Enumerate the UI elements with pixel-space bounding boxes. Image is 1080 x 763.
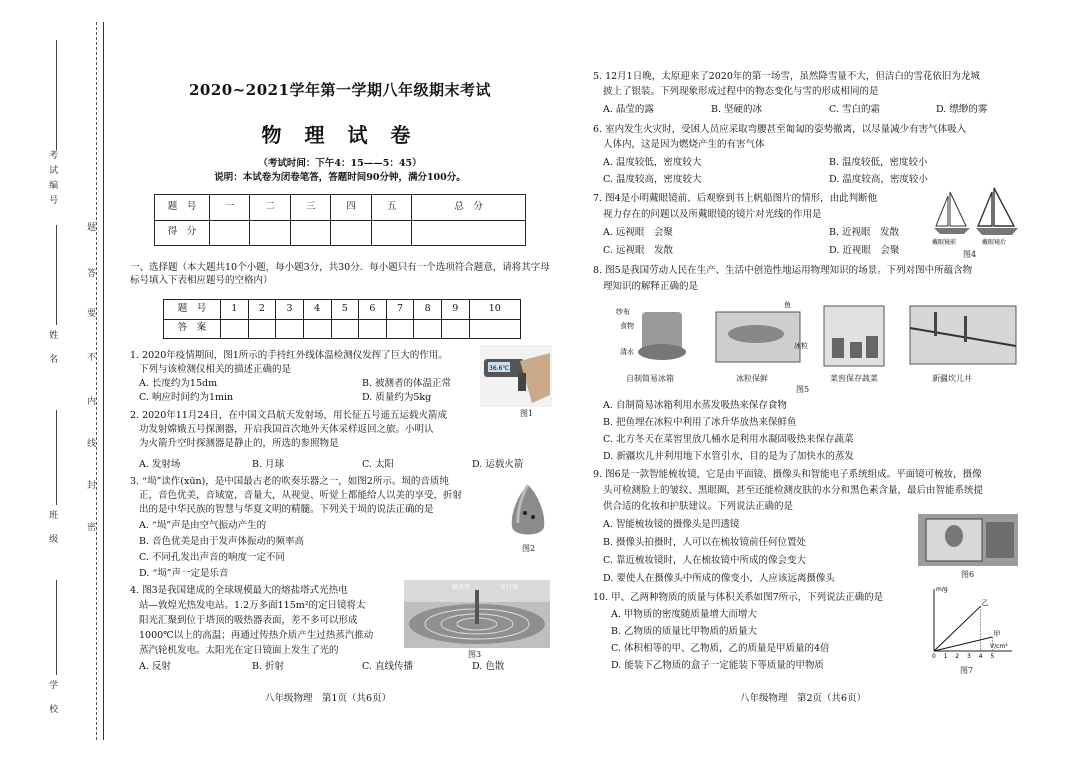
name-blank bbox=[56, 225, 57, 325]
answer-cell[interactable] bbox=[303, 319, 331, 339]
binding-solid-line bbox=[103, 22, 104, 740]
thermometer-figure bbox=[480, 345, 552, 407]
question-7-option[interactable]: A. 远视眼 会聚 bbox=[603, 227, 673, 238]
question-3-stem-line: 正，音色优美，音域宽，音量大，从视觉、听觉上都能给人以美的享受，折射 bbox=[139, 490, 463, 501]
figure-label-fish: 鱼 bbox=[784, 301, 791, 309]
exam-number-blank bbox=[56, 40, 57, 150]
question-9-stem-line: 头可检测脸上的皱纹、黑眼圈，甚至还能检测皮肤的水分和黑色素含量，最后由智能系统提 bbox=[603, 485, 984, 496]
table-cell: 二 bbox=[250, 195, 290, 221]
figure-label-water: 清水 bbox=[620, 348, 634, 356]
figure-label-mirror: 定日镜 bbox=[500, 584, 519, 591]
series-line bbox=[934, 606, 981, 651]
x-axis-label: V/cm³ bbox=[990, 643, 1008, 650]
question-2-stem-line: 功发射嫦娥五号探测器，开启我国首次地外天体采样返回之旅。小明认 bbox=[139, 424, 434, 435]
figure-label-after: 戴眼镜后 bbox=[982, 239, 1007, 246]
figure-3-label: 图3 bbox=[468, 650, 482, 659]
seal-char: 线 bbox=[85, 438, 96, 447]
school-blank bbox=[56, 580, 57, 675]
question-4-stem-line: 站—敦煌光热发电站。1.2万多面115m²的定日镜将太 bbox=[139, 600, 366, 611]
score-cell[interactable] bbox=[210, 220, 250, 246]
score-cell[interactable] bbox=[412, 220, 526, 246]
question-9-stem-line: 供合适的化妆和护肤建议。下列说法正确的是 bbox=[603, 501, 794, 512]
table-row bbox=[155, 195, 526, 221]
question-4-option[interactable]: C. 直线传播 bbox=[362, 661, 413, 672]
figure-6-label: 图6 bbox=[961, 570, 975, 579]
question-3-stem-line: 3. “埙”读作(xūn)，是中国最古老的吹奏乐器之一，如图2所示。埙的音质纯 bbox=[130, 476, 449, 487]
table-cell: 四 bbox=[331, 195, 371, 221]
question-8-option[interactable]: D. 新疆坎儿井利用地下水管引水，目的是为了加快水的蒸发 bbox=[603, 451, 854, 462]
question-7-option[interactable]: D. 近视眼 会聚 bbox=[829, 245, 900, 256]
question-8-option[interactable]: B. 把鱼埋在冰粒中利用了冰升华放热来保鲜鱼 bbox=[603, 417, 797, 428]
question-8-option[interactable]: C. 北方冬天在菜窖里放几桶水是利用水凝固吸热来保存蔬菜 bbox=[603, 434, 854, 445]
answer-cell[interactable] bbox=[221, 319, 249, 339]
table-cell: 1 bbox=[221, 300, 249, 320]
question-8-stem-line: 理知识的解释正确的是 bbox=[603, 281, 699, 292]
figure-2-label: 图2 bbox=[522, 544, 536, 553]
x-tick-label: 0 bbox=[932, 653, 936, 660]
smart-mirror-figure bbox=[918, 514, 1018, 566]
table-cell: 题 号 bbox=[155, 195, 210, 221]
question-1-stem-line: 下列与该检测仪相关的描述正确的是 bbox=[139, 364, 292, 375]
question-9-option[interactable]: A. 智能梳妆镜的摄像头是凹透镜 bbox=[603, 519, 740, 530]
answer-cell[interactable] bbox=[469, 319, 520, 339]
question-2-option[interactable]: C. 太阳 bbox=[362, 459, 394, 470]
question-4-stem-line: 蒸汽轮机发电。太阳光在定日镜面上发生了光的 bbox=[139, 645, 339, 656]
table-cell: 10 bbox=[469, 300, 520, 320]
answer-cell[interactable] bbox=[442, 319, 470, 339]
question-9-option[interactable]: C. 靠近梳妆镜时，人在梳妆镜中所成的像会变大 bbox=[603, 555, 806, 566]
figure-5-illustrations bbox=[598, 298, 1022, 374]
question-4-option[interactable]: D. 色散 bbox=[472, 661, 505, 672]
x-tick-label: 2 bbox=[955, 653, 960, 660]
question-1-option[interactable]: D. 质量约为5kg bbox=[362, 392, 432, 403]
x-tick-label: 5 bbox=[990, 653, 995, 660]
answer-table bbox=[163, 299, 521, 339]
question-6-stem-line: 6. 室内发生火灾时，受困人员应采取弯腰甚至匍匐的姿势撤离，以尽量减少有害气体吸入 bbox=[593, 124, 967, 135]
answer-cell[interactable] bbox=[414, 319, 442, 339]
question-7-stem-line: 7. 图4是小明戴眼镜前、后观察到书上帆船图片的情形，由此判断他 bbox=[593, 193, 878, 204]
exam-title: 2020~2021学年第一学期八年级期末考试 bbox=[188, 81, 492, 99]
x-tick-label: 4 bbox=[978, 653, 983, 660]
question-10-stem-line: 10. 甲、乙两种物质的质量与体积关系如图7所示，下列说法正确的是 bbox=[593, 592, 884, 603]
figure-label-gauze: 纱布 bbox=[616, 308, 630, 316]
table-cell: 三 bbox=[290, 195, 330, 221]
figure-1-label: 图1 bbox=[520, 409, 534, 418]
figure-5-caption-1: 自制简易冰箱 bbox=[626, 374, 674, 383]
question-5-option[interactable]: A. 晶莹的露 bbox=[603, 104, 654, 115]
question-4-stem-line: 阳光汇聚到位于塔顶的吸热器表面，差不多可以形成 bbox=[139, 615, 358, 626]
question-7-option[interactable]: C. 远视眼 发散 bbox=[603, 245, 673, 256]
figure-label-tower: 吸热塔 bbox=[452, 584, 471, 591]
seal-char: 要 bbox=[85, 308, 96, 317]
series-line bbox=[934, 637, 992, 651]
sailboat-figure bbox=[930, 186, 1020, 246]
score-cell[interactable] bbox=[371, 220, 411, 246]
question-6-stem-line: 人体内，这是因为燃烧产生的有害气体 bbox=[603, 139, 765, 150]
question-10-option[interactable]: D. 能装下乙物质的盒子一定能装下等质量的甲物质 bbox=[611, 660, 824, 671]
question-8-option[interactable]: A. 自制简易冰箱利用水蒸发吸热来保存食物 bbox=[603, 400, 787, 411]
figure-7-label: 图7 bbox=[960, 666, 974, 675]
figure-4-label: 图4 bbox=[963, 250, 977, 259]
table-cell: 9 bbox=[442, 300, 470, 320]
figure-label-before: 戴眼镜前 bbox=[932, 239, 957, 246]
figure-label-ice: 冰粒 bbox=[794, 342, 808, 350]
table-cell: 得 分 bbox=[155, 220, 210, 246]
table-row bbox=[164, 319, 521, 339]
question-4-option[interactable]: B. 折射 bbox=[252, 661, 285, 672]
exam-number-label: 考试编号 bbox=[47, 150, 58, 210]
seal-char: 密 bbox=[85, 522, 96, 531]
y-axis-label: m/g bbox=[936, 586, 948, 593]
question-5-option[interactable]: D. 缥缈的雾 bbox=[936, 104, 988, 115]
thermometer-display: 36.6℃ bbox=[489, 365, 510, 372]
table-cell: 6 bbox=[359, 300, 387, 320]
paper-title: 物 理 试 卷 bbox=[261, 123, 419, 147]
question-3-option[interactable]: A. “埙”声是由空气振动产生的 bbox=[139, 520, 267, 531]
question-9-stem-line: 9. 图6是一款智能梳妆镜，它是由平面镜、摄像头和智能电子系统组成。平面镜可梳妆，摄像 bbox=[593, 469, 982, 480]
question-6-option[interactable]: B. 温度较低，密度较小 bbox=[829, 157, 928, 168]
solar-plant-figure bbox=[404, 580, 550, 648]
question-1-option[interactable]: B. 被测者的体温正常 bbox=[362, 378, 452, 389]
answer-cell[interactable] bbox=[386, 319, 414, 339]
question-1-option[interactable]: C. 响应时间约为1min bbox=[139, 392, 234, 403]
binding-dashed-line bbox=[96, 22, 98, 740]
table-cell: 一 bbox=[210, 195, 250, 221]
figure-label-food: 食物 bbox=[620, 322, 634, 330]
question-3-option[interactable]: C. 不同孔发出声音的响度一定不同 bbox=[139, 552, 285, 563]
figure-5-caption-4: 新疆坎儿井 bbox=[932, 374, 972, 383]
question-2-option[interactable]: B. 月球 bbox=[252, 459, 285, 470]
question-1-stem-line: 1. 2020年疫情期间，图1所示的手持红外线体温检测仪发挥了巨大的作用。 bbox=[130, 350, 448, 361]
answer-cell[interactable] bbox=[248, 319, 276, 339]
question-4-option[interactable]: A. 反射 bbox=[139, 661, 171, 672]
question-10-option[interactable]: A. 甲物质的密度随质量增大而增大 bbox=[611, 609, 757, 620]
question-2-stem-line: 为火箭升空时探测器是静止的，所选的参照物是 bbox=[139, 438, 339, 449]
question-6-option[interactable]: C. 温度较高，密度较大 bbox=[603, 174, 702, 185]
question-2-option[interactable]: D. 运载火箭 bbox=[472, 459, 524, 470]
question-6-option[interactable]: A. 温度较低，密度较大 bbox=[603, 157, 702, 168]
question-5-option[interactable]: C. 雪白的霜 bbox=[829, 104, 880, 115]
table-cell: 五 bbox=[371, 195, 411, 221]
table-cell: 7 bbox=[386, 300, 414, 320]
question-4-stem-line: 4. 图3是我国建成的全球规模最大的熔盐塔式光热电 bbox=[130, 585, 348, 596]
question-2-option[interactable]: A. 发射场 bbox=[139, 459, 181, 470]
seal-char: 内 bbox=[85, 396, 96, 405]
table-cell: 4 bbox=[303, 300, 331, 320]
school-label: 学 校 bbox=[47, 680, 58, 719]
answer-cell[interactable] bbox=[359, 319, 387, 339]
exam-time: （考试时间：下午4：15——5：45） bbox=[258, 158, 422, 169]
series-label: 甲 bbox=[993, 630, 1001, 638]
table-cell: 8 bbox=[414, 300, 442, 320]
table-cell: 5 bbox=[331, 300, 359, 320]
question-3-option[interactable]: D. “埙”声一定是乐音 bbox=[139, 568, 229, 579]
figure-5-label: 图5 bbox=[796, 385, 810, 394]
question-4-stem-line: 1000℃以上的高温；再通过传热介质产生过热蒸汽推动 bbox=[139, 630, 374, 641]
seal-char: 答 bbox=[85, 268, 96, 277]
xun-instrument-figure bbox=[507, 483, 549, 541]
figure-5-caption-2: 冰粒保鲜 bbox=[736, 374, 768, 383]
question-9-option[interactable]: D. 要使人在摄像头中所成的像变小，人应该远离摄像头 bbox=[603, 573, 835, 584]
question-2-stem-line: 2. 2020年11月24日，在中国文昌航天发射场，用长征五号遥五运载火箭成 bbox=[130, 410, 447, 421]
series-label: 乙 bbox=[981, 599, 989, 608]
table-cell: 总 分 bbox=[412, 195, 526, 221]
mass-volume-chart bbox=[920, 585, 1020, 665]
seal-char: 题 bbox=[85, 222, 96, 231]
question-7-stem-line: 视力存在的问题以及所戴眼镜的镜片对光线的作用是 bbox=[603, 209, 822, 220]
question-8-stem-line: 8. 图5是我国劳动人民在生产、生活中创造性地运用物理知识的场景。下列对图中所蕴含物 bbox=[593, 265, 973, 276]
question-5-option[interactable]: B. 坚硬的冰 bbox=[711, 104, 763, 115]
answer-cell[interactable] bbox=[331, 319, 359, 339]
question-10-option[interactable]: C. 体积相等的甲、乙物质，乙的质量是甲质量的4倍 bbox=[611, 643, 830, 654]
name-label: 姓 名 bbox=[47, 330, 58, 369]
table-cell: 题 号 bbox=[164, 300, 221, 320]
table-cell: 3 bbox=[276, 300, 304, 320]
x-tick-label: 1 bbox=[943, 653, 948, 660]
answer-cell[interactable] bbox=[276, 319, 304, 339]
question-7-option[interactable]: B. 近视眼 发散 bbox=[829, 227, 900, 238]
question-3-option[interactable]: B. 音色优美是由于发声体振动的频率高 bbox=[139, 536, 305, 547]
score-cell[interactable] bbox=[290, 220, 330, 246]
question-1-option[interactable]: A. 长度约为15dm bbox=[139, 378, 218, 389]
score-cell[interactable] bbox=[250, 220, 290, 246]
question-10-option[interactable]: B. 乙物质的质量比甲物质的质量大 bbox=[611, 626, 758, 637]
question-5-stem-line: 5. 12月1日晚，太原迎来了2020年的第一场雪，虽然降雪量不大，但洁白的雪花依旧为龙城 bbox=[593, 71, 980, 82]
table-row bbox=[164, 300, 521, 320]
figure-5-caption-3: 菜窖保存蔬菜 bbox=[830, 374, 878, 383]
question-9-option[interactable]: B. 摄像头拍摄时，人可以在梳妆镜前任何位置处 bbox=[603, 537, 807, 548]
page-footer: 八年级物理 第2页（共6页） bbox=[740, 693, 867, 704]
score-cell[interactable] bbox=[331, 220, 371, 246]
question-5-stem-line: 披上了银装。下列现象形成过程中的物态变化与雪的形成相同的是 bbox=[603, 86, 879, 97]
section-heading: 一、选择题（本大题共10个小题，每小题3分，共30分．每小题只有一个选项符合题意，请将其字母标号填入下表相应题号的空格内） bbox=[130, 262, 550, 286]
table-row bbox=[155, 220, 526, 246]
page-footer: 八年级物理 第1页（共6页） bbox=[265, 693, 392, 704]
exam-note: 说明：本试卷为闭卷笔答，答题时间90分钟，满分100分。 bbox=[214, 172, 466, 183]
score-table bbox=[154, 194, 526, 246]
question-6-option[interactable]: D. 温度较高，密度较小 bbox=[829, 174, 928, 185]
table-cell: 2 bbox=[248, 300, 276, 320]
seal-char: 不 bbox=[85, 352, 96, 361]
chart-ticks bbox=[932, 653, 994, 660]
table-cell: 答 案 bbox=[164, 319, 221, 339]
question-3-stem-line: 出的是中华民族的智慧与华夏文明的精髓。下列关于埙的说法正确的是 bbox=[139, 504, 434, 515]
x-tick-label: 3 bbox=[967, 653, 971, 660]
class-blank bbox=[56, 410, 57, 505]
seal-char: 封 bbox=[85, 480, 96, 489]
class-label: 班 级 bbox=[47, 510, 58, 549]
